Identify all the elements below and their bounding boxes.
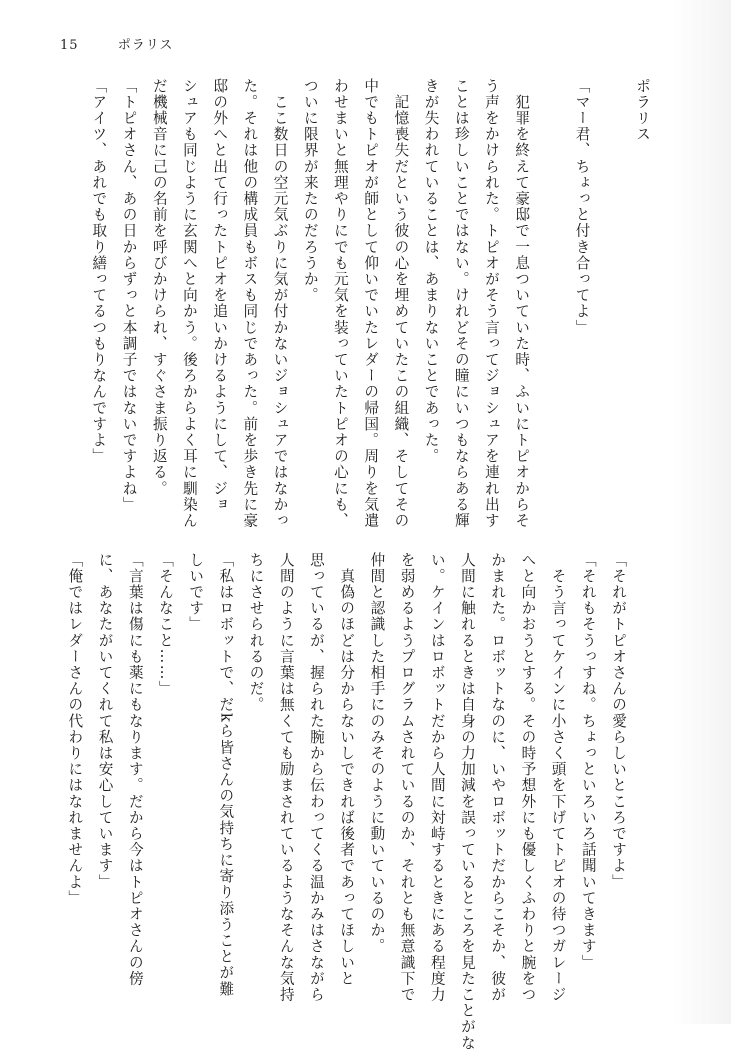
running-title: ポラリス [117, 38, 174, 53]
text-line: 「トピオさん、あの日からずっと本調子ではないですよね」 [120, 78, 138, 513]
page-number: 15 [60, 38, 79, 53]
text-line: だ機械音に己の名前を呼びかけられ、すぐさま振り返る。 [150, 78, 168, 497]
text-line: う声をかけられた。トピオがそう言ってジョシュアを連れ出す [482, 78, 500, 529]
text-line: 人間に触れるときは自身の力加減を誤っているところを見たことがな [458, 552, 476, 1051]
text-line: かまれた。ロボットなのに、いやロボットだからこそか、彼が [489, 552, 507, 1003]
text-line: 犯罪を終えて豪邸で一息ついていた時、ふいにトピオからそ [513, 78, 531, 529]
text-line: ことは珍しいことではない。けれどその瞳にいつもならある輝 [452, 78, 470, 529]
text-line [597, 78, 627, 498]
text-line: シュアも同じように玄関へと向かう。後ろからよく耳に馴染ん [180, 78, 198, 529]
text-line: 「俺ではレダーさんの代わりにはなれませんよ」 [66, 552, 84, 907]
text-line: へと向かおうとする。その時予想外にも優しくふわりと腕をつ [519, 552, 537, 1003]
text-line: ついに限界が来たのだろうか。 [301, 78, 319, 304]
text-line: 「マー君、ちょっと付き合ってよ」 [573, 78, 591, 336]
upper-text-block [90, 78, 657, 529]
text-line: 中でもトピオが師として仰いでいたレダーの帰国。周りを気遣 [362, 78, 380, 529]
text-line: わせまいと無理やりにでも元気を装っていたトピオの心にも、 [331, 78, 349, 529]
text-line: そう言ってケインに小さく頭を下げてトピオの待つガレージ [549, 552, 567, 1003]
text-line: 仲間と認識した相手にのみそのように動いているのか。 [368, 552, 386, 955]
text-line: しいです」 [187, 552, 205, 633]
text-line: い。ケインはロボットだから人間に対峙するときにある程度力 [428, 552, 446, 1003]
chapter-title: ポラリス [634, 78, 651, 143]
text-line: 「私はロボットで、だkら皆さんの気持ちに寄り添うことが難 [217, 552, 235, 998]
text-line: 「言葉は傷にも薬にもなります。だから今はトピオさんの傍 [126, 552, 144, 987]
text-line: ちにさせられるのだ。 [247, 552, 265, 713]
text-line: を弱めるようプログラムされているのか、それとも無意識下で [398, 552, 416, 1003]
text-line: 「そんなこと……」 [156, 552, 174, 697]
text-line: 「それがトピオさんの愛らしいところですよ」 [610, 552, 627, 891]
text-line: に、あなたがいてくれて私は安心しています」 [96, 552, 114, 891]
text-line: ここ数日の空元気ぶりに気が付かないジョシュアではなかっ [271, 78, 289, 529]
text-line: 邸の外へと出て行ったトピオを追いかけるようにして、ジョ [211, 78, 229, 513]
text-line: きが失われていることは、あまりないことであった。 [422, 78, 440, 465]
text-line [536, 78, 566, 498]
text-line: 記憶喪失だという彼の心を埋めていたこの組織、そしてその [392, 78, 410, 529]
text-line: 「それもそうっすね。ちょっといろいろ話聞いてきます」 [579, 552, 597, 971]
text-line: 真偽のほどは分からないしできれば後者であってほしいと [338, 552, 356, 987]
text-line: た。それは他の構成員もボスも同じであった。前を歩き先に豪 [241, 78, 259, 529]
text-line: 「アイツ、あれでも取り繕ってるつもりなんですよ」 [90, 78, 108, 465]
text-line: 思っているが、握られた腕から伝わってくる温かみはさながら [307, 552, 325, 1003]
page-header [60, 34, 173, 53]
lower-text-block [66, 552, 633, 1051]
text-line: 人間のように言葉は無くても励まされているようなそんな気持 [277, 552, 295, 1003]
